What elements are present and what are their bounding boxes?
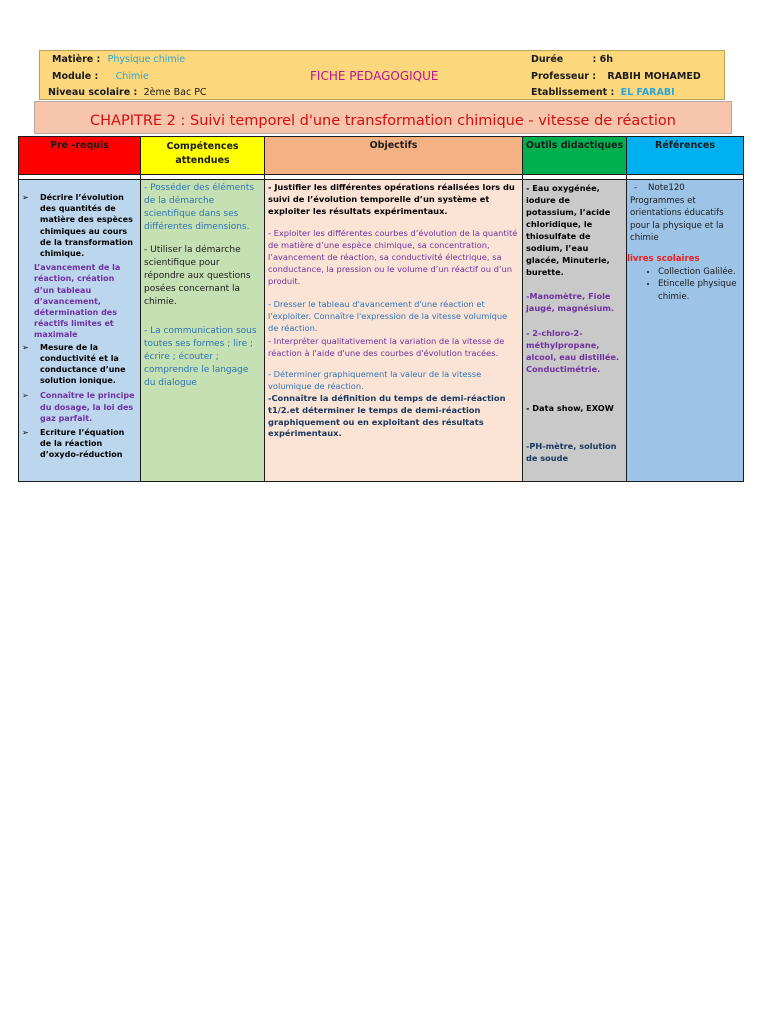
matiere-label: Matière : [52, 54, 101, 65]
professeur-row [531, 71, 701, 82]
column-header-references: Références [627, 137, 744, 175]
livres-title: livres scolaires [627, 253, 700, 264]
chapter-title: CHAPITRE 2 : Suivi temporel d'une transformation chimique - vitesse de réaction [90, 113, 676, 129]
reference-text: Programmes et orientations éducatifs pour la physique et la chimie [630, 195, 724, 244]
column-header-objectifs: Objectifs [265, 137, 523, 175]
duree-value: : 6h [592, 54, 614, 65]
outil-item: -PH-mètre, solution de soude [526, 441, 617, 463]
fiche-title: FICHE PEDAGOGIQUE [310, 69, 439, 83]
arrow-bullet-icon: ➢ [22, 391, 29, 401]
objectifs-cell [265, 180, 523, 482]
objectif-item: - Justifier les différentes opérations réalisées lors du suivi de l’évolution temporelle d’un système et exploiter les résultats expérimentaux. [268, 182, 515, 216]
column-header-competences: Compétences attendues [141, 137, 265, 175]
list-item: ➢ Mesure de la conductivité et la conductance d’une solution ionique. [22, 342, 126, 386]
column-header-outils: Outils didactiques [523, 137, 627, 175]
competence-item: - Utiliser la démarche scientifique pour répondre aux questions posées concernant la chimie. [144, 245, 251, 307]
niveau-row [48, 87, 207, 98]
niveau-label: Niveau scolaire : [48, 87, 138, 98]
etablissement-value: EL FARABI [620, 87, 675, 98]
chapter-banner [34, 101, 732, 134]
prerequis-cell [19, 180, 141, 482]
livres-list [630, 266, 740, 304]
arrow-bullet-icon: ➢ [22, 342, 29, 352]
outil-item: - Eau oxygénée, iodure de potassium, l’acide chloridique, le thiosulfate de sodium, l’eau glacée, Minuterie, burette. [526, 183, 611, 277]
list-item: ➢ Ecriture l’équation de la réaction d’oxydo-réduction [22, 428, 125, 460]
objectif-item: - Exploiter les différentes courbes d’évolution de la quantité de matière d’une espèce chimique, sa concentration, l’avancement de réaction, sa conductivité électrique, sa conductance, la pression ou le volume d’un réactif ou d’un produit. [268, 228, 518, 286]
header-band [39, 50, 725, 100]
niveau-value: 2ème Bac PC [143, 87, 207, 98]
outil-item: - Data show, EXOW [526, 403, 614, 413]
matiere-value: Physique chimie [107, 54, 186, 65]
etablissement-label: Etablissement : [531, 87, 615, 98]
module-label: Module : [52, 71, 99, 82]
objectif-item: - Interpréter qualitativement la variation de la vitesse de réaction à l'aide d'une des courbes d'évolution tracées. [268, 335, 505, 358]
outil-item: -Manomètre, Fiole jaugé, magnésium. [526, 291, 614, 313]
module-row [52, 71, 149, 82]
table-body-row [19, 180, 744, 482]
references-cell [627, 180, 744, 482]
arrow-bullet-icon: ➢ [22, 193, 29, 202]
matiere-row [52, 54, 185, 65]
list-item: L’avancement de la réaction, création d’un tableau d’avancement, détermination des réactifs limites et maximale [34, 263, 121, 340]
list-item: ➢ Connaître le principe du dosage, la loi des gaz parfait. [22, 391, 135, 423]
column-header-prerequis: Pré -requis [19, 137, 141, 175]
arrow-bullet-icon: ➢ [22, 428, 29, 438]
list-item: • Etincelle physique chimie. [658, 278, 740, 303]
module-value: Chimie [115, 71, 149, 82]
professeur-value: RABIH MOHAMED [607, 71, 701, 82]
etablissement-row [531, 87, 675, 98]
outils-cell [523, 180, 627, 482]
objectif-item: - Déterminer graphiquement la valeur de la vitesse volumique de réaction. [268, 369, 482, 392]
professeur-label: Professeur : [531, 71, 597, 82]
table-header-row [19, 137, 744, 175]
duree-row [531, 54, 613, 65]
outil-item: - 2-chloro-2-méthylpropane, alcool, eau distillée. Conductimétrie. [526, 328, 620, 374]
objectif-item: - Dresser le tableau d'avancement d'une réaction et l'exploiter. Connaître l'expression de la vitesse volumique de réaction. [268, 299, 508, 333]
competence-item: - Posséder des éléments de la démarche scientifique dans ses différentes dimensions. [144, 183, 255, 232]
competence-item: - La communication sous toutes ses formes ; lire ; écrire ; écouter ; comprendre le langage du dialogue [144, 326, 257, 388]
list-item: • Collection Galilée. [658, 266, 740, 279]
objectif-item: -Connaître la définition du temps de demi-réaction t1/2.et déterminer le temps de demi-réaction graphiquement ou en exploitant des résultats expérimentaux. [268, 392, 506, 439]
competences-cell [141, 180, 265, 482]
list-item: ➢ Décrire l’évolution des quantités de matière des espèces chimiques au cours de la transformation chimique. [22, 193, 133, 259]
reference-item: - Note120 [634, 183, 685, 193]
lesson-table [18, 136, 744, 482]
duree-label: Durée [531, 54, 564, 65]
